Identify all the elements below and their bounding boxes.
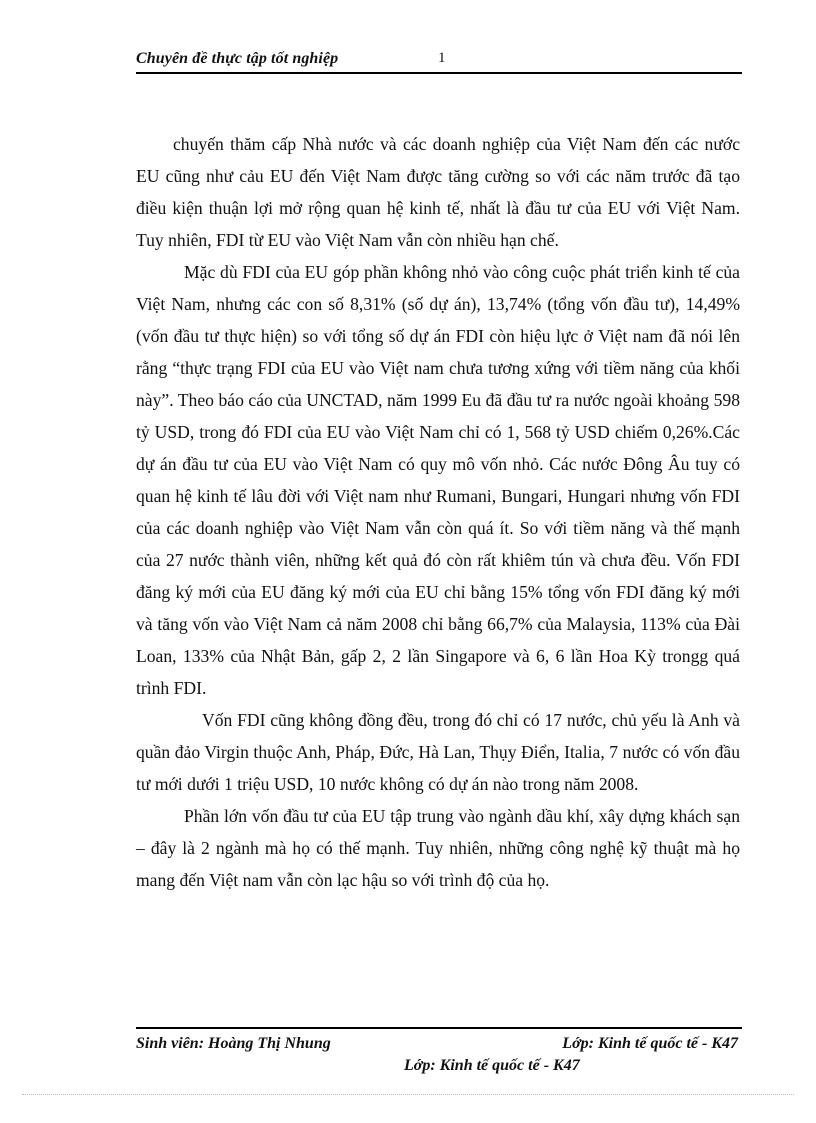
paragraph-3: Vốn FDI cũng không đồng đều, trong đó chỉ có 17 nước, chủ yếu là Anh và quần đảo Virgin thuộc Anh, Pháp, Đức, Hà Lan, Thụy Điển, Italia, 7 nước có vốn đầu tư mới dưới 1 triệu USD, 10 nước không có dự án nào trong năm 2008. [136,710,740,794]
document-body [136,128,740,896]
header-title: Chuyên đề thực tập tốt nghiệp [136,50,339,67]
page-footer [136,1027,742,1079]
footer-class: Lớp: Kinh tế quốc tế - K47 [562,1035,738,1052]
footer-class-repeat: Lớp: Kinh tế quốc tế - K47 [404,1057,580,1074]
paragraph-2: Mặc dù FDI của EU góp phần không nhỏ vào công cuộc phát triển kinh tế của Việt Nam, nhưng các con số 8,31% (số dự án), 13,74% (tổng vốn đầu tư), 14,49% (vốn đầu tư thực hiện) so với tổng số dự án FDI còn hiệu lực ở Việt nam đã nói lên rằng “thực trạng FDI của EU vào Việt nam chưa tương xứng với tiềm năng của khối này”. Theo báo cáo của UNCTAD, năm 1999 Eu đã đầu tư ra nước ngoài khoảng 598 tỷ USD, trong đó FDI của EU vào Việt Nam chỉ có 1, 568 tỷ USD chiếm 0,26%.Các dự án đầu tư của EU vào Việt Nam có quy mô vốn nhỏ. Các nước Đông Âu tuy có quan hệ kinh tế lâu đời với Việt nam như Rumani, Bungari, Hungari nhưng vốn FDI của các doanh nghiệp vào Việt Nam vẫn còn quá ít. So với tiềm năng và thế mạnh của 27 nước thành viên, những kết quả đó còn rất khiêm tún và chưa đều. Vốn FDI đăng ký mới của EU đăng ký mới của EU chỉ bằng 15% tổng vốn FDI đăng ký mới và tăng vốn vào Việt Nam cả năm 2008 chỉ bằng 66,7% của Malaysia, 113% của Đài Loan, 133% của Nhật Bản, gấp 2, 2 lần Singapore và 6, 6 lần Hoa Kỳ trongg quá trình FDI. [136,262,740,698]
paragraph-1: chuyến thăm cấp Nhà nước và các doanh nghiệp của Việt Nam đến các nước EU cũng như cảu EU đến Việt Nam được tăng cường so với các năm trước đã tạo điều kiện thuận lợi mở rộng quan hệ kinh tế, nhất là đầu tư của EU với Việt Nam. Tuy nhiên, FDI từ EU vào Việt Nam vẫn còn nhiều hạn chế. [136,134,740,250]
page-number: 1 [438,50,446,66]
page-edge-divider [22,1094,794,1095]
page-header [136,48,742,74]
paragraph-4: Phần lớn vốn đầu tư của EU tập trung vào ngành dầu khí, xây dựng khách sạn – đây là 2 ngành mà họ có thế mạnh. Tuy nhiên, những công nghệ kỹ thuật mà họ mang đến Việt nam vẫn còn lạc hậu so với trình độ của họ. [136,806,740,890]
footer-student: Sinh viên: Hoàng Thị Nhung [136,1035,331,1052]
